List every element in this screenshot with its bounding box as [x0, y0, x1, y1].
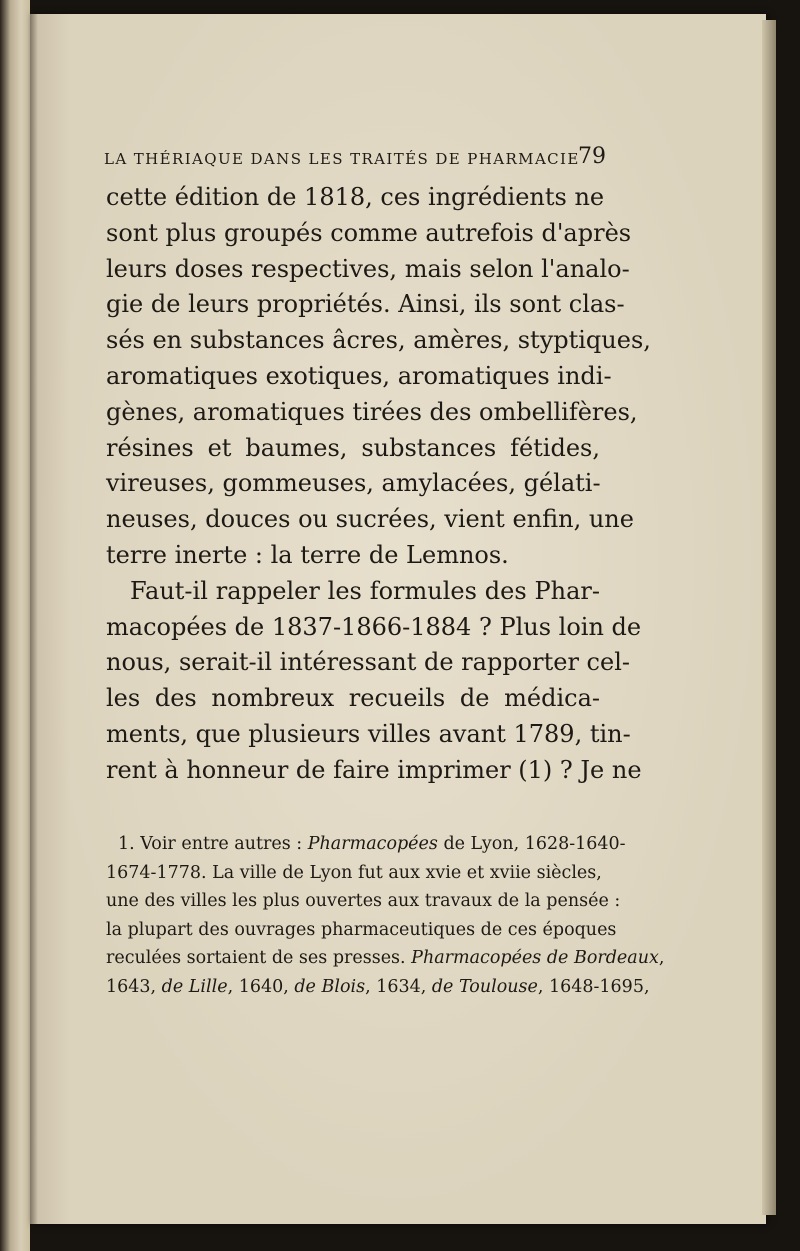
footnote-italic: de Blois	[294, 976, 366, 997]
text-line: neuses, douces ou sucrées, vient enfin, une	[106, 505, 634, 534]
text-line: sont plus groupés comme autrefois d'après	[106, 218, 632, 247]
footnote-line: 1674-1778. La ville de Lyon fut aux xvie et xviie siècles,	[106, 862, 602, 883]
footnote-text: , 1640,	[227, 976, 295, 997]
running-header: LA THÉRIAQUE DANS LES TRAITÉS DE PHARMACIE	[104, 150, 580, 168]
page-edge	[762, 20, 776, 1215]
body-text	[106, 180, 651, 789]
text-line: sés en substances âcres, amères, styptiques,	[106, 326, 651, 355]
text-line: macopées de 1837-1866-1884 ? Plus loin de	[106, 612, 642, 641]
text-line: rent à honneur de faire imprimer (1) ? Je ne	[106, 755, 642, 784]
text-line: terre inerte : la terre de Lemnos.	[106, 540, 509, 569]
text-line: gie de leurs propriétés. Ainsi, ils sont clas-	[106, 290, 625, 319]
text-line: les des nombreux recueils de médica-	[106, 684, 600, 713]
footnote-italic: Pharmacopées	[307, 834, 438, 854]
text-line: ments, que plusieurs villes avant 1789, tin-	[106, 719, 631, 748]
footnote-text: 1643,	[106, 976, 162, 997]
footnote-text: de Lyon, 1628-1640-	[437, 834, 626, 854]
text-line: aromatiques exotiques, aromatiques indi-	[106, 361, 612, 390]
footnote-text: reculées sortaient de ses presses.	[106, 948, 412, 969]
gutter-shadow	[30, 14, 38, 1224]
text-line: vireuses, gommeuses, amylacées, gélati-	[106, 469, 601, 498]
text-line: Faut-il rappeler les formules des Phar-	[130, 576, 600, 605]
footnote-line	[106, 830, 626, 859]
footnote-text: ,	[658, 948, 665, 969]
book-spine	[0, 0, 30, 1251]
footnote-italic: de Lille	[161, 976, 228, 997]
text-line: nous, serait-il intéressant de rapporter cel-	[106, 648, 630, 677]
text-line: leurs doses respectives, mais selon l'analo-	[106, 254, 630, 283]
footnote-line	[106, 973, 650, 1002]
footnote	[106, 830, 665, 1002]
footnote-line: la plupart des ouvrages pharmaceutiques de ces époques	[106, 919, 617, 940]
footnote-text: , 1648-1695,	[537, 976, 650, 997]
footnote-italic: de Toulouse	[431, 976, 538, 997]
footnote-text: 1. Voir entre autres :	[118, 834, 308, 854]
footnote-line	[106, 944, 665, 973]
footnote-text: , 1634,	[365, 976, 432, 997]
page-number: 79	[578, 144, 606, 169]
text-line: cette édition de 1818, ces ingrédients ne	[106, 183, 605, 211]
footnote-italic: Pharmacopées de Bordeaux	[411, 948, 659, 969]
text-line: gènes, aromatiques tirées des ombellifères,	[106, 397, 638, 426]
text-line: résines et baumes, substances fétides,	[106, 433, 600, 462]
footnote-line: une des villes les plus ouvertes aux travaux de la pensée :	[106, 891, 621, 912]
